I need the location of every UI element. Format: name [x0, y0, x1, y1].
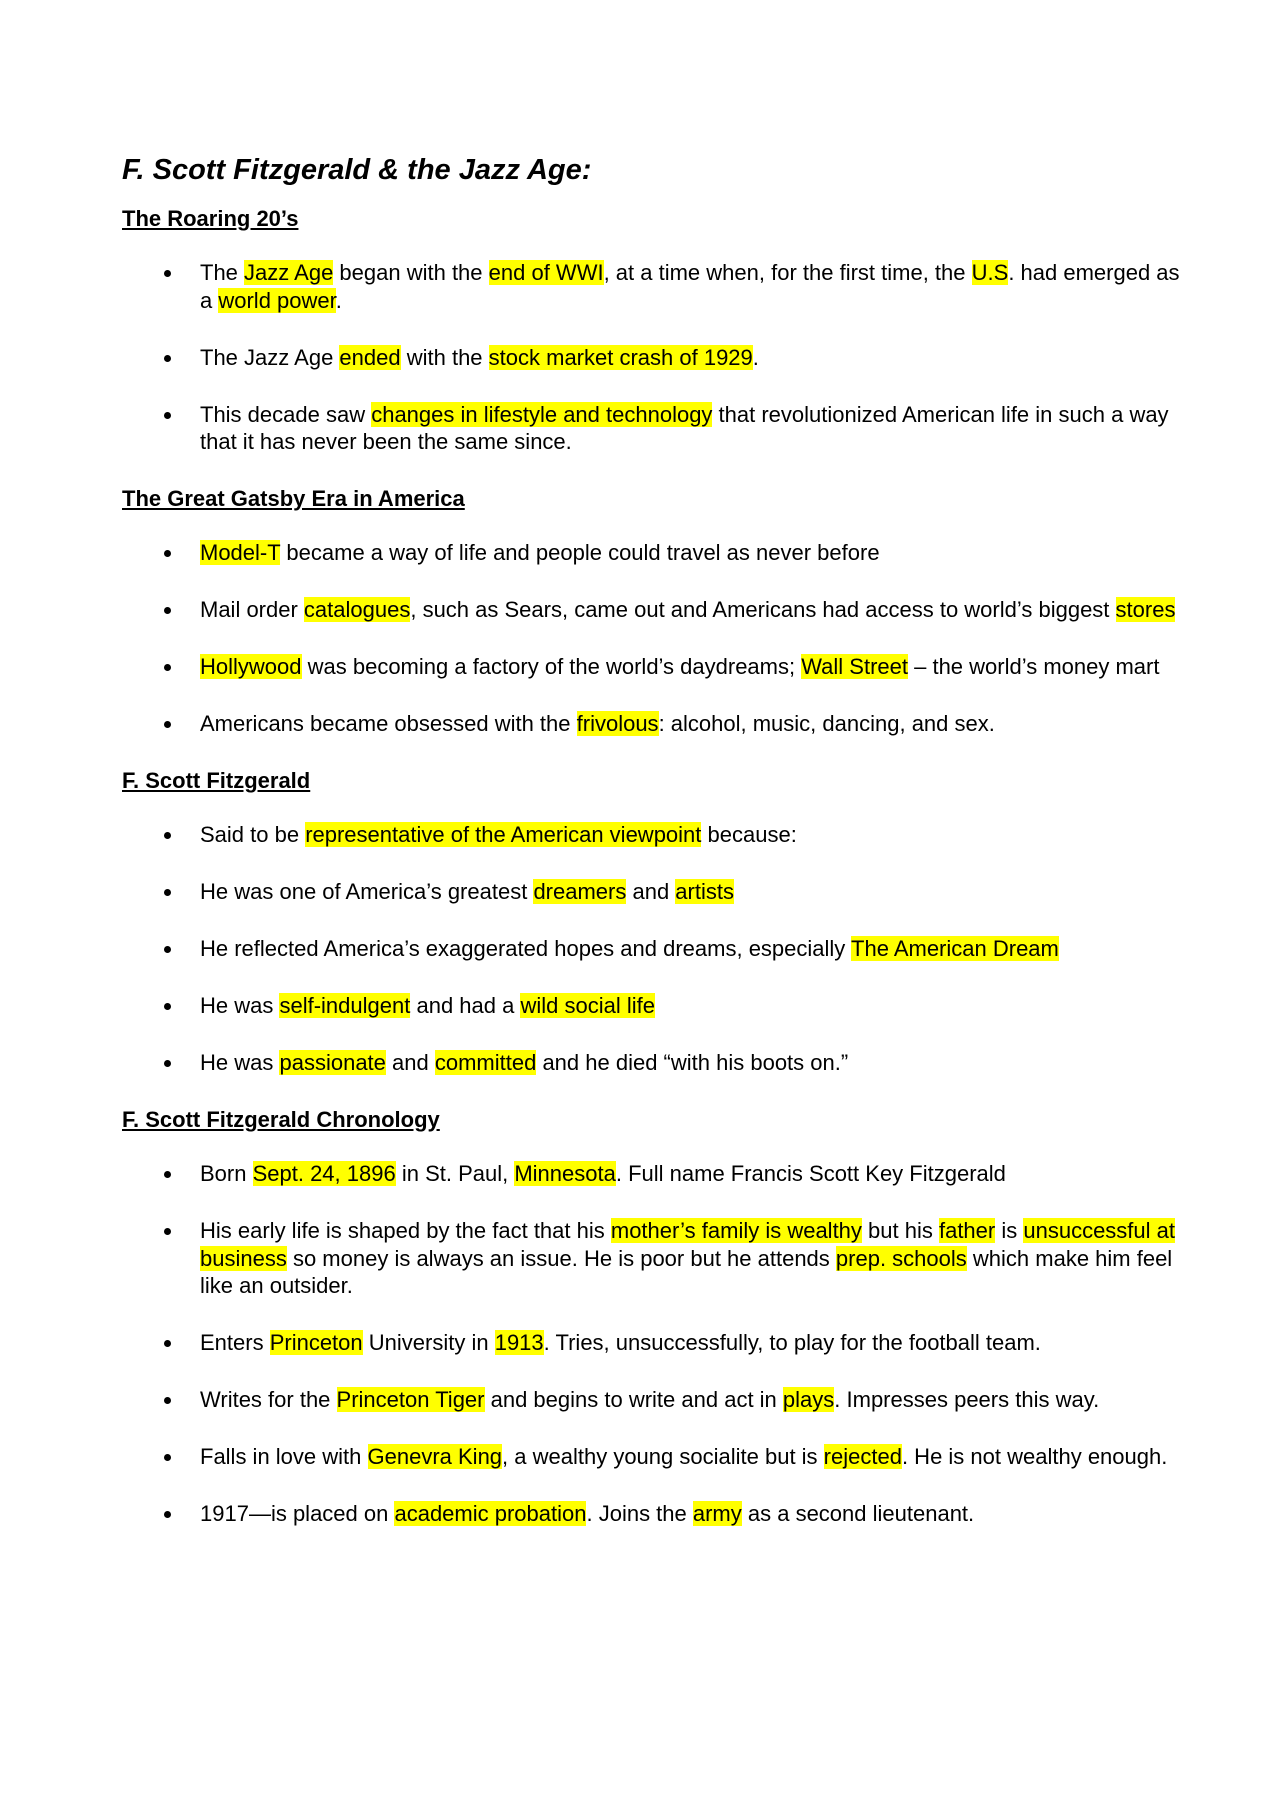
bullet-dot-icon — [164, 664, 171, 671]
highlighted-text: The American Dream — [851, 936, 1059, 961]
bullet-dot-icon — [164, 607, 171, 614]
text-run: . — [335, 287, 342, 313]
bullet-item — [122, 1443, 1182, 1471]
text-run: This decade saw — [200, 401, 372, 427]
highlighted-text: dreamers — [533, 879, 627, 904]
bullet-item — [122, 259, 1182, 314]
bullet-dot-icon — [164, 889, 171, 896]
bullet-dot-icon — [164, 355, 171, 362]
highlighted-text: U.S — [971, 260, 1009, 285]
text-run: . — [752, 344, 759, 370]
highlighted-text: Sept. 24, 1896 — [252, 1161, 396, 1186]
text-run: and begins to write and act in — [484, 1387, 783, 1412]
bullet-item — [122, 653, 1182, 681]
text-run: . had emerged as a — [200, 260, 1180, 313]
bullet-item — [122, 344, 1182, 372]
text-run: Americans became obsessed with the — [200, 711, 577, 736]
bullet-dot-icon — [164, 550, 171, 557]
text-run: . He is not wealthy enough. — [901, 1444, 1168, 1469]
highlighted-text: catalogues — [303, 597, 411, 622]
text-run: 1917—is placed on — [200, 1501, 395, 1526]
text-run: and he died “with his boots on.” — [536, 1050, 849, 1075]
text-run: Writes for the — [200, 1387, 337, 1412]
highlighted-text: Princeton Tiger — [336, 1387, 485, 1412]
text-run: Falls in love with — [200, 1444, 368, 1469]
bullet-item — [122, 935, 1182, 963]
highlighted-text: stock market crash of 1929 — [488, 344, 753, 370]
highlighted-text: rejected — [823, 1444, 902, 1469]
section-heading: F. Scott Fitzgerald — [122, 768, 311, 793]
section-heading: F. Scott Fitzgerald Chronology — [122, 1107, 440, 1132]
document-body — [122, 150, 1182, 1557]
highlighted-text: prep. schools — [835, 1245, 967, 1271]
highlighted-text: academic probation — [394, 1501, 587, 1526]
section-heading: The Roaring 20’s — [122, 206, 299, 231]
text-run: . Impresses peers this way. — [834, 1387, 1100, 1412]
bullet-list — [122, 539, 1182, 738]
text-run: The — [200, 260, 245, 285]
highlighted-text: Hollywood — [200, 654, 302, 679]
bullet-dot-icon — [164, 1454, 171, 1461]
bullet-item — [122, 878, 1182, 906]
bullet-dot-icon — [164, 832, 171, 839]
highlighted-text: Minnesota — [514, 1161, 616, 1186]
text-run: , a wealthy young socialite but is — [502, 1444, 824, 1469]
highlighted-text: Model-T — [200, 540, 281, 565]
bullet-item — [122, 596, 1182, 624]
bullet-dot-icon — [164, 1397, 171, 1404]
highlighted-text: self-indulgent — [279, 993, 411, 1018]
bullet-item — [122, 1500, 1182, 1528]
text-run: began with the — [333, 260, 489, 285]
text-run: His early life is shaped by the fact that his — [200, 1218, 611, 1243]
bullet-dot-icon — [164, 1171, 171, 1178]
text-run: . Joins the — [586, 1501, 693, 1526]
highlighted-text: Wall Street — [801, 654, 908, 679]
bullet-item — [122, 821, 1182, 849]
bullet-dot-icon — [164, 1228, 171, 1235]
highlighted-text: passionate — [279, 1050, 386, 1075]
highlighted-text: ended — [339, 344, 401, 370]
highlighted-text: committed — [434, 1050, 537, 1075]
bullet-dot-icon — [164, 1060, 171, 1067]
text-run: in St. Paul, — [395, 1161, 515, 1186]
text-run: Mail order — [200, 597, 304, 622]
bullet-item — [122, 539, 1182, 567]
highlighted-text: representative of the American viewpoint — [305, 822, 702, 847]
text-run: and — [626, 879, 676, 904]
highlighted-text: wild social life — [520, 993, 655, 1018]
bullet-dot-icon — [164, 721, 171, 728]
bullet-item — [122, 401, 1182, 456]
document-sections — [122, 205, 1182, 1528]
highlighted-text: frivolous — [576, 711, 659, 736]
bullet-item — [122, 992, 1182, 1020]
highlighted-text: father — [938, 1218, 996, 1243]
text-run: He was one of America’s greatest — [200, 879, 534, 904]
highlighted-text: changes in lifestyle and technology — [371, 401, 713, 427]
bullet-item — [122, 710, 1182, 738]
bullet-list — [122, 821, 1182, 1077]
document-title: F. Scott Fitzgerald & the Jazz Age: — [122, 154, 592, 186]
highlighted-text: army — [692, 1501, 742, 1526]
text-run: Born — [200, 1161, 253, 1186]
text-run: The Jazz Age — [200, 344, 340, 370]
bullet-dot-icon — [164, 1511, 171, 1518]
highlighted-text: stores — [1115, 597, 1176, 622]
text-run: He was — [200, 1050, 280, 1075]
text-run: , at a time when, for the first time, the — [603, 260, 972, 285]
bullet-list — [122, 1160, 1182, 1528]
text-run: . Tries, unsuccessfully, to play for the football team. — [543, 1330, 1041, 1355]
highlighted-text: Princeton — [269, 1330, 363, 1355]
highlighted-text: artists — [675, 879, 734, 904]
text-run: and — [385, 1050, 435, 1075]
bullet-item — [122, 1386, 1182, 1414]
bullet-dot-icon — [164, 1003, 171, 1010]
bullet-item — [122, 1217, 1182, 1300]
highlighted-text: plays — [782, 1387, 835, 1412]
highlighted-text: Genevra King — [367, 1444, 503, 1469]
text-run: Enters — [200, 1330, 270, 1355]
text-run: which make him feel like an outsider. — [200, 1245, 1173, 1298]
text-run: was becoming a factory of the world’s daydreams; — [301, 654, 802, 679]
text-run: and had a — [410, 993, 521, 1018]
text-run: He reflected America’s exaggerated hopes and dreams, especially — [200, 936, 852, 961]
text-run: but his — [861, 1218, 939, 1243]
text-run: is — [995, 1218, 1024, 1243]
text-run: because: — [701, 822, 797, 847]
text-run: . Full name Francis Scott Key Fitzgerald — [615, 1161, 1006, 1186]
highlighted-text: mother’s family is wealthy — [610, 1218, 862, 1243]
text-run: with the — [400, 344, 489, 370]
text-run: – the world’s money mart — [908, 654, 1160, 679]
text-run: that revolutionized American life in such a way that it has never been the same since. — [200, 401, 1169, 454]
bullet-dot-icon — [164, 270, 171, 277]
bullet-item — [122, 1049, 1182, 1077]
text-run: University in — [362, 1330, 495, 1355]
text-run: He was — [200, 993, 280, 1018]
bullet-item — [122, 1329, 1182, 1357]
text-run: : alcohol, music, dancing, and sex. — [658, 711, 995, 736]
text-run: became a way of life and people could travel as never before — [280, 540, 880, 565]
bullet-dot-icon — [164, 1340, 171, 1347]
highlighted-text: 1913 — [494, 1330, 544, 1355]
highlighted-text: Jazz Age — [244, 260, 334, 285]
bullet-item — [122, 1160, 1182, 1188]
highlighted-text: unsuccessful at business — [200, 1218, 1175, 1271]
bullet-dot-icon — [164, 946, 171, 953]
section-heading: The Great Gatsby Era in America — [122, 486, 465, 511]
highlighted-text: end of WWI — [488, 260, 604, 285]
text-run: as a second lieutenant. — [741, 1501, 975, 1526]
text-run: so money is always an issue. He is poor but he attends — [286, 1245, 836, 1271]
bullet-dot-icon — [164, 412, 171, 419]
bullet-list — [122, 259, 1182, 456]
text-run: Said to be — [200, 822, 306, 847]
text-run: , such as Sears, came out and Americans had access to world’s biggest — [410, 597, 1116, 622]
highlighted-text: world power — [218, 287, 336, 313]
